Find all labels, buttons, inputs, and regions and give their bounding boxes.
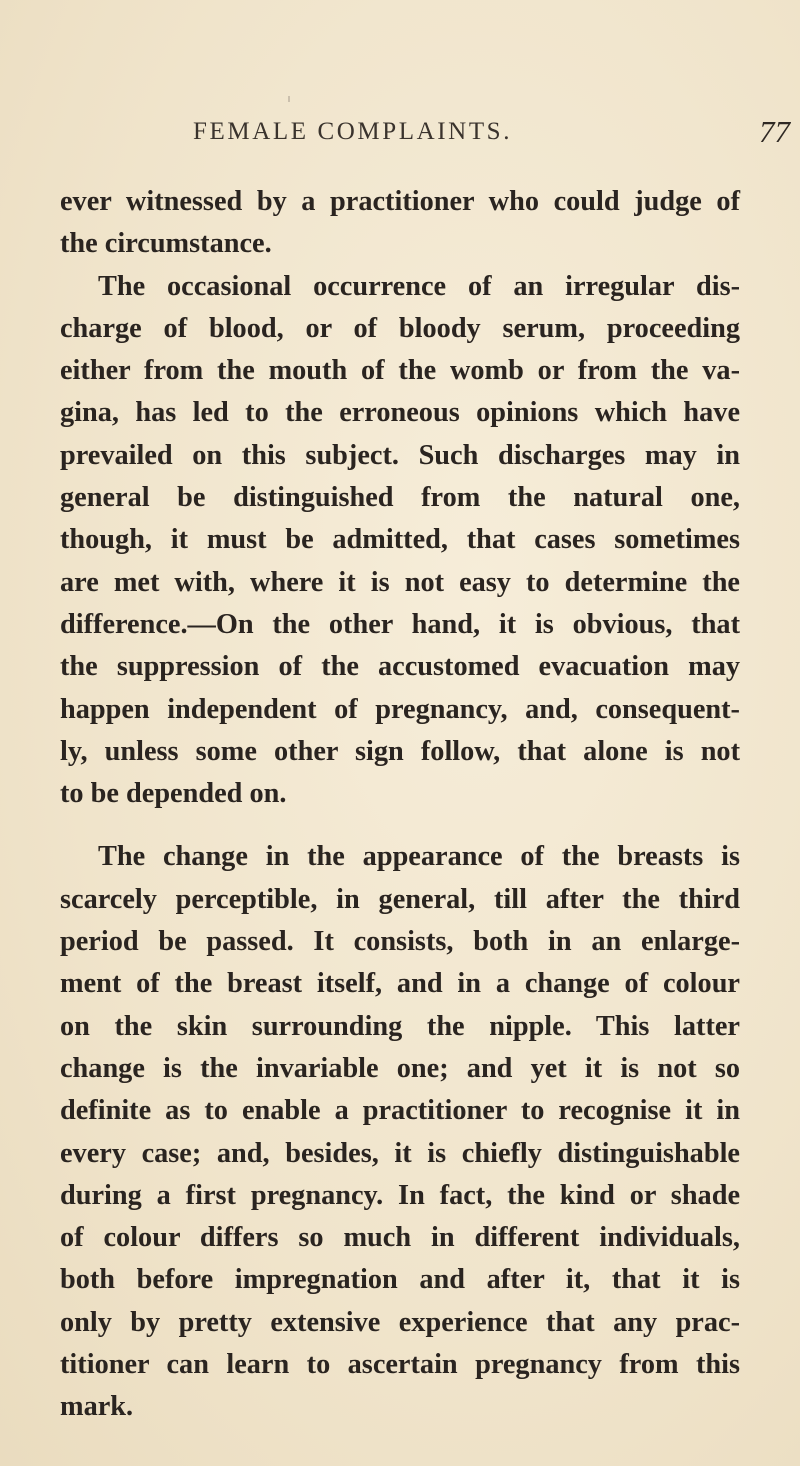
text-line: either from the mouth of the womb or from the va- — [60, 355, 740, 387]
paragraph — [60, 836, 740, 1428]
text-line: change is the invariable one; and yet it is not so — [60, 1052, 740, 1084]
text-line: only by pretty extensive experience that any prac- — [60, 1306, 740, 1338]
text-line: definite as to enable a practitioner to recognise it in — [60, 1095, 740, 1127]
text-line: ment of the breast itself, and in a change of colour — [60, 968, 740, 1000]
text-line: scarcely perceptible, in general, till after the third — [60, 883, 740, 915]
running-head — [193, 114, 793, 158]
text-line: gina, has led to the erroneous opinions which have — [60, 397, 740, 429]
text-line: ever witnessed by a practitioner who could judge of — [60, 186, 740, 217]
text-line: the circumstance. — [60, 228, 272, 260]
text-line: during a first pregnancy. In fact, the kind or shade — [60, 1179, 740, 1211]
text-line: charge of blood, or of bloody serum, proceeding — [60, 312, 740, 344]
body-text — [60, 181, 740, 1429]
running-title: FEMALE COMPLAINTS. — [193, 118, 513, 145]
text-line: mark. — [60, 1391, 134, 1423]
text-line: to be depended on. — [60, 778, 287, 810]
text-line: the suppression of the accustomed evacuation may — [60, 651, 740, 683]
text-line: period be passed. It consists, both in an enlarge- — [60, 926, 740, 958]
text-line: are met with, where it is not easy to determine the — [60, 566, 740, 598]
page-number: 77 — [759, 114, 790, 149]
paragraph — [60, 181, 740, 266]
text-line: on the skin surrounding the nipple. This latter — [60, 1010, 740, 1042]
text-line: difference.—On the other hand, it is obvious, that — [60, 608, 740, 640]
text-line: prevailed on this subject. Such discharges may in — [60, 439, 740, 471]
text-line: every case; and, besides, it is chiefly distinguishable — [60, 1137, 740, 1169]
text-line: of colour differs so much in different individuals, — [60, 1222, 740, 1254]
text-line: ly, unless some other sign follow, that alone is not — [60, 735, 740, 767]
text-line: The occasional occurrence of an irregular dis- — [98, 270, 740, 302]
text-line: both before impregnation and after it, that it is — [60, 1264, 740, 1296]
text-line: happen independent of pregnancy, and, consequent- — [60, 693, 740, 725]
paper-speck — [288, 96, 290, 102]
text-line: though, it must be admitted, that cases sometimes — [60, 524, 740, 556]
text-line: titioner can learn to ascertain pregnancy from this — [60, 1349, 740, 1381]
text-line: general be distinguished from the natural one, — [60, 482, 740, 514]
paragraph — [60, 266, 740, 816]
paragraph-gap — [60, 815, 740, 836]
text-line: The change in the appearance of the breasts is — [98, 841, 740, 873]
